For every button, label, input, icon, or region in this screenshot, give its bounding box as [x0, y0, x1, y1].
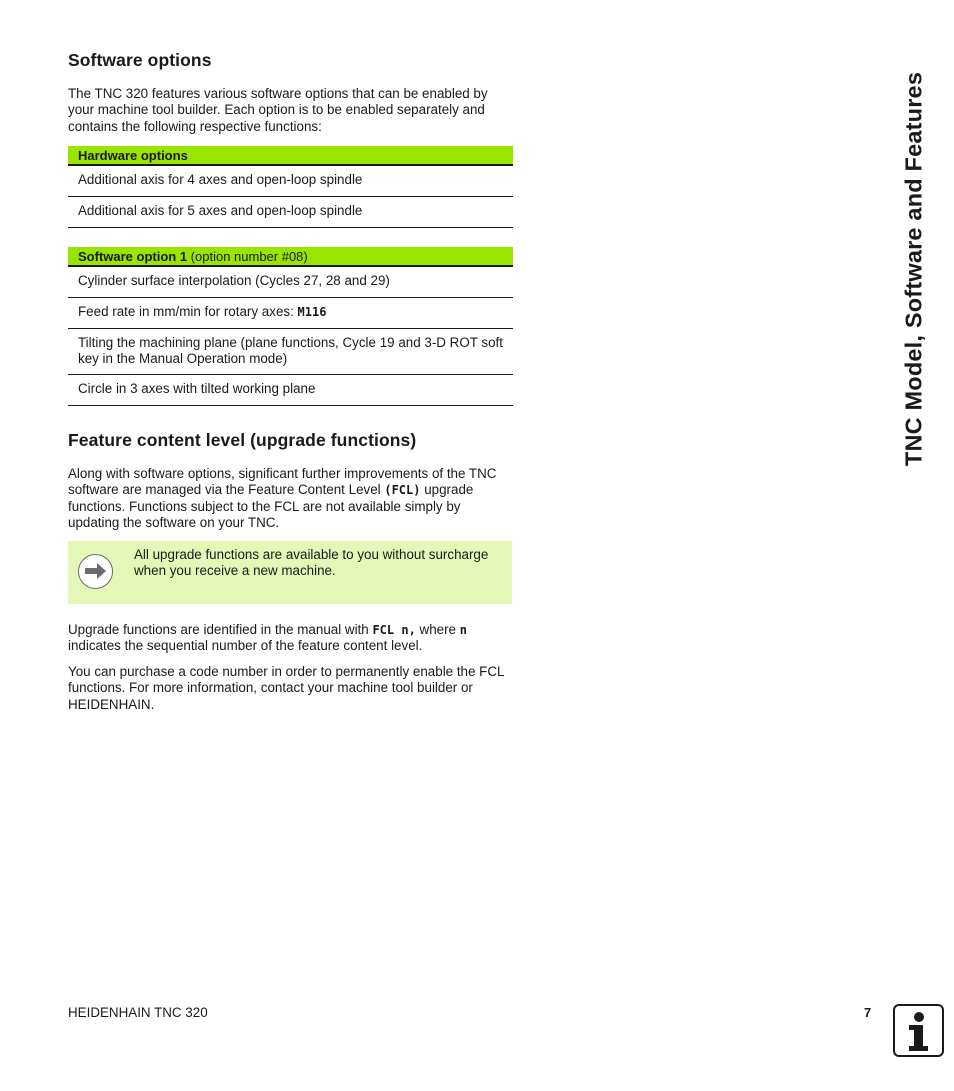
intro-paragraph: The TNC 320 features various software options that can be enabled by your machine tool builder. Each option is to be enabled separately and contains the following respective functions: — [68, 86, 488, 134]
table-header-bold: Software option 1 — [78, 249, 188, 264]
hardware-options-table — [68, 146, 513, 228]
paragraph-text: upgrade functions. Functions subject to the FCL are not available simply by updating the software on your TNC. — [68, 482, 474, 530]
table-row: Cylinder surface interpolation (Cycles 27, 28 and 29) — [68, 267, 513, 298]
chapter-side-title — [892, 60, 936, 478]
paragraph-text: indicates the sequential number of the feature content level. — [68, 638, 423, 654]
table-row: Additional axis for 5 axes and open-loop spindle — [68, 197, 513, 228]
paragraph-text: Upgrade functions are identified in the manual with — [68, 622, 373, 637]
paragraph-text: where — [415, 622, 460, 637]
table-header — [68, 146, 513, 166]
table-row: Circle in 3 axes with tilted working plane — [68, 375, 513, 406]
paragraph-text: Along with software options, significant further improvements of the TNC software are managed via the Feature Content Level — [68, 466, 497, 498]
table-row — [68, 298, 513, 329]
section-heading-software-options: Software options — [68, 50, 212, 70]
table-header-label: Hardware options — [78, 148, 188, 163]
code-n: n — [459, 623, 467, 637]
fcl-paragraph — [68, 466, 513, 531]
fcl-identification-paragraph — [68, 622, 513, 655]
note-box — [68, 541, 512, 604]
info-icon — [893, 1004, 944, 1057]
code-fcl-n: FCL n, — [372, 623, 416, 637]
row-text: Feed rate in mm/min for rotary axes: — [78, 304, 298, 319]
section-heading-fcl: Feature content level (upgrade functions) — [68, 430, 417, 450]
page-number: 7 — [864, 1005, 872, 1020]
arrow-right-icon — [78, 554, 113, 589]
code-fcl: (FCL) — [384, 483, 421, 498]
table-row: Additional axis for 4 axes and open-loop spindle — [68, 166, 513, 197]
table-header-rest: (option number #08) — [187, 249, 308, 264]
note-text: All upgrade functions are available to you without surcharge when you receive a new machine. — [134, 547, 489, 579]
table-row: Tilting the machining plane (plane functions, Cycle 19 and 3-D ROT soft key in the Manual Operation mode) — [68, 329, 513, 375]
purchase-paragraph: You can purchase a code number in order to permanently enable the FCL functions. For more information, contact your machine tool builder or HEIDENHAIN. — [68, 664, 504, 712]
chapter-side-title-text: TNC Model, Software and Features — [900, 71, 927, 467]
software-option-1-table — [68, 247, 513, 406]
footer-product-name: HEIDENHAIN TNC 320 — [68, 1005, 208, 1020]
code-m116: M116 — [297, 305, 327, 319]
table-header — [68, 247, 513, 267]
